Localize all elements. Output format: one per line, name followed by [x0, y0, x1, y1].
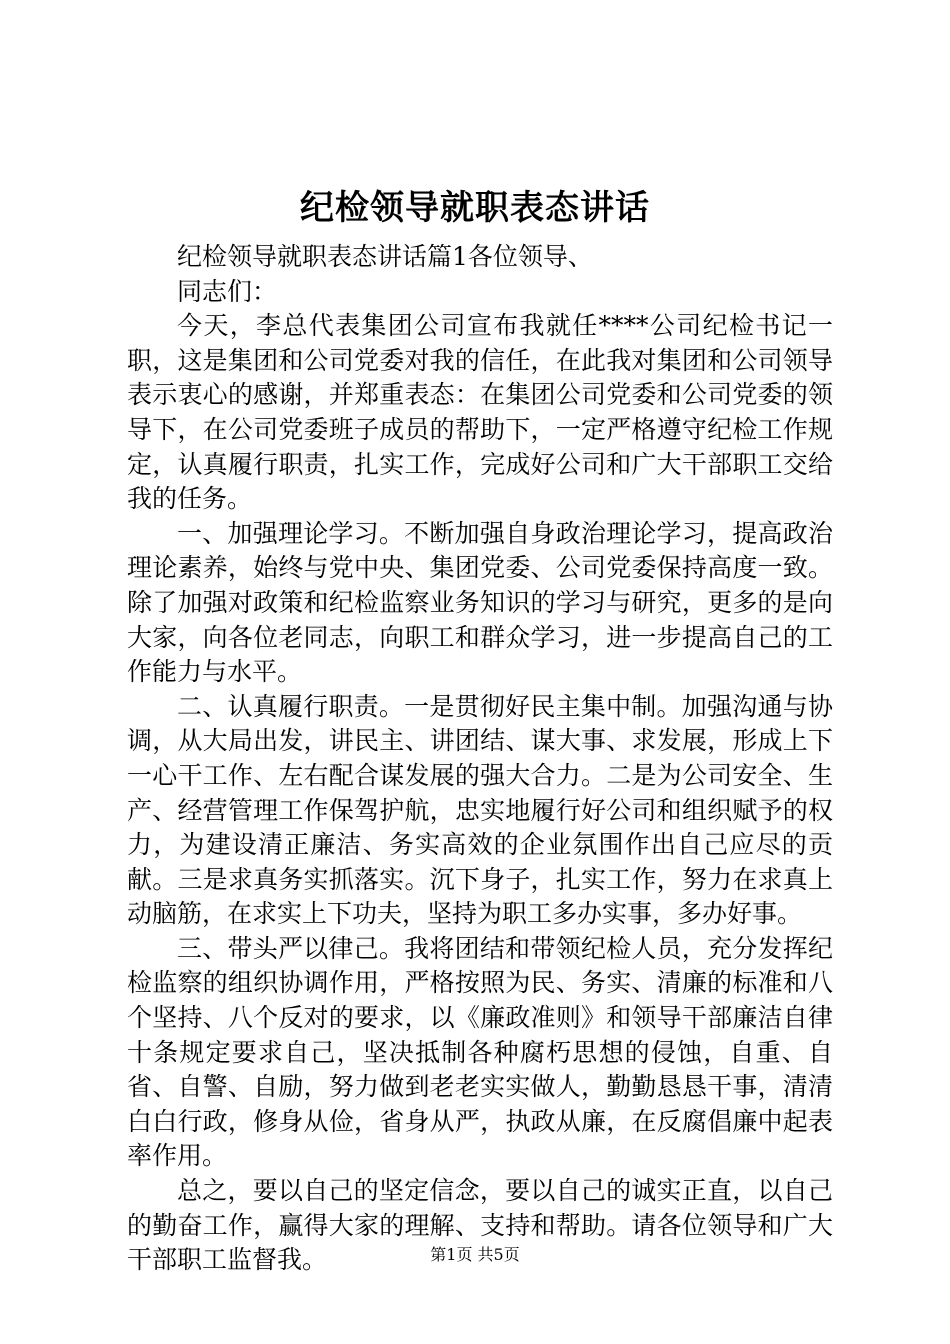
- paragraph: 纪检领导就职表态讲话篇1各位领导、: [177, 242, 593, 271]
- paragraph: 今天，李总代表集团公司宣布我就任****公司纪检书记一职，这是集团和公司党委对我的信任，在此我对集团和公司领导表示衷心的感谢，并郑重表态：在集团公司党委和公司党委的领导下，在公司党委班子成员的帮助下，一定严格遵守纪检工作规定，认真履行职责，扎实工作，完成好公司和广大干部职工交给我的任务。: [127, 311, 833, 514]
- paragraph: 总之，要以自己的坚定信念，要以自己的诚实正直，以自己的勤奋工作，赢得大家的理解、支持和帮助。请各位领导和广大干部职工监督我。: [127, 1176, 833, 1275]
- document-body: [127, 240, 833, 1278]
- paragraph: 三、带头严以律己。我将团结和带领纪检人员，充分发挥纪检监察的组织协调作用，严格按照为民、务实、清廉的标准和八个坚持、八个反对的要求，以《廉政准则》和领导干部廉洁自律十条规定要求自己，坚决抵制各种腐朽思想的侵蚀，自重、自省、自警、自励，努力做到老老实实做人，勤勤恳恳干事，清清白白行政，修身从俭，省身从严，执政从廉，在反腐倡廉中起表率作用。: [127, 933, 833, 1171]
- paragraph: 一、加强理论学习。不断加强自身政治理论学习，提高政治理论素养，始终与党中央、集团党委、公司党委保持高度一致。除了加强对政策和纪检监察业务知识的学习与研究，更多的是向大家，向各位老同志，向职工和群众学习，进一步提高自己的工作能力与水平。: [127, 518, 833, 687]
- paragraph: 二、认真履行职责。一是贯彻好民主集中制。加强沟通与协调，从大局出发，讲民主、讲团结、谋大事、求发展，形成上下一心干工作、左右配合谋发展的强大合力。二是为公司安全、生产、经营管理工作保驾护航，忠实地履行好公司和组织赋予的权力，为建设清正廉洁、务实高效的企业氛围作出自己应尽的贡献。三是求真务实抓落实。沉下身子，扎实工作，努力在求真上动脑筋，在求实上下功夫，坚持为职工多办实事，多办好事。: [127, 691, 833, 929]
- page-title: 纪检领导就职表态讲话: [300, 188, 650, 228]
- page-footer: 第1页 共5页: [430, 1245, 520, 1264]
- paragraph: 同志们：: [177, 276, 278, 306]
